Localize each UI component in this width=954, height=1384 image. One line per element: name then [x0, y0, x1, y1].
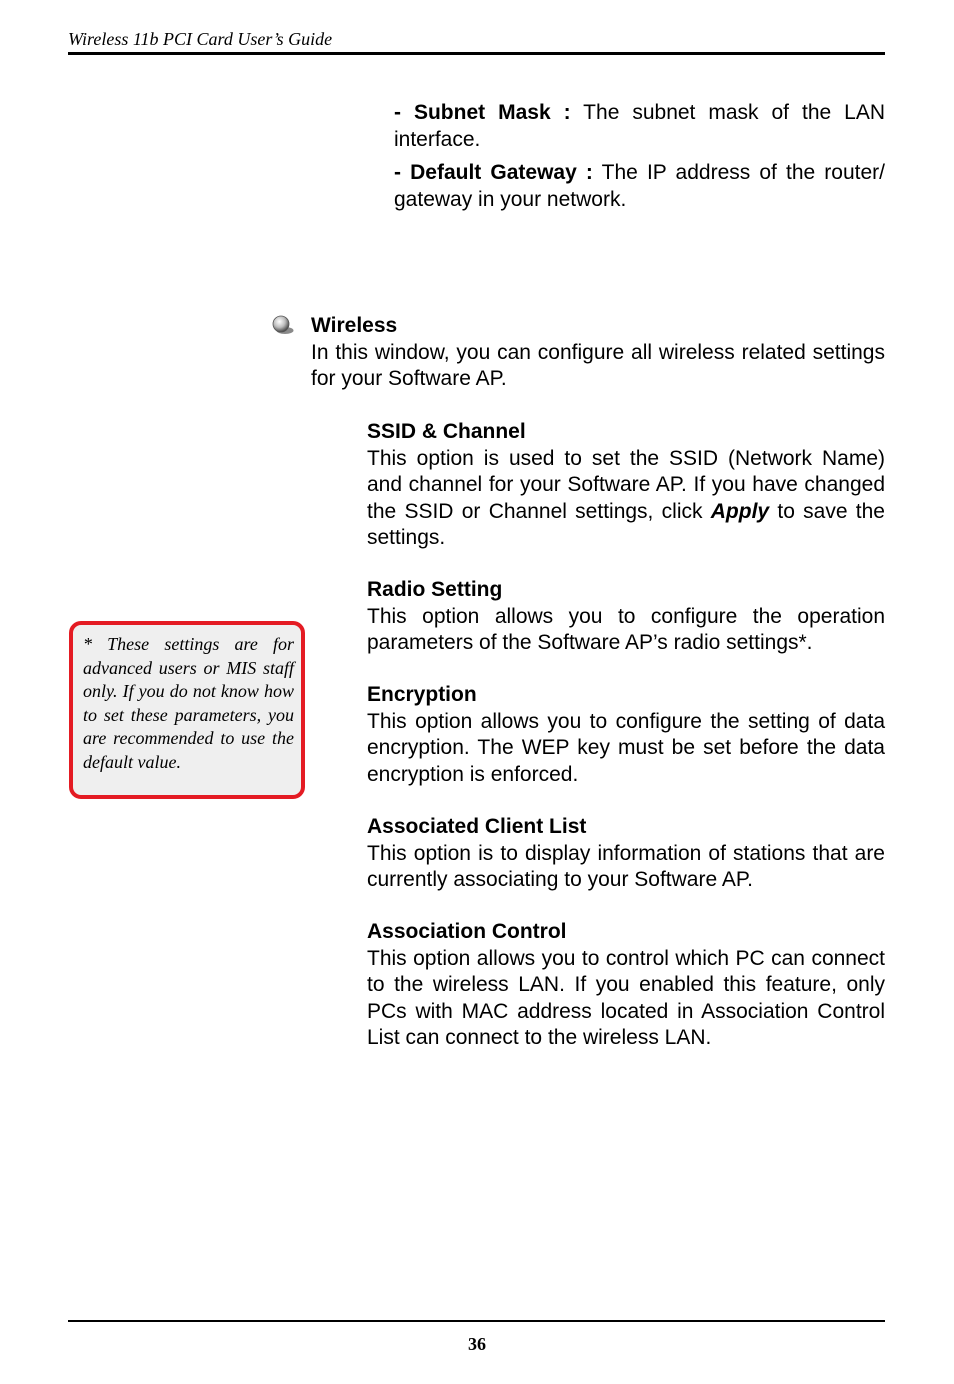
section-title: SSID & Channel — [367, 420, 526, 443]
wireless-intro: In this window, you can configure all wireless related settings for your Software AP. — [311, 340, 885, 390]
running-header: Wireless 11b PCI Card User’s Guide — [68, 29, 333, 49]
section-text: This option is to display information of stations that are currently associating to your Software AP. — [367, 841, 885, 891]
section-ssid-channel — [367, 419, 885, 552]
note-text: * These settings are for advanced users or MIS staff only. If you do not know how to set these parameters, you are recommended to use the default value. — [83, 634, 294, 772]
wireless-section — [311, 313, 885, 393]
section-text: This option is used to set the SSID (Network Name) and channel for your Software AP. If you have changed the SSID or Channel settings, click Apply to save the settings. — [367, 446, 885, 549]
footer-rule — [68, 1320, 885, 1322]
section-title: Radio Setting — [367, 578, 503, 601]
section-associated-client-list — [367, 814, 885, 894]
section-title: Associated Client List — [367, 815, 587, 838]
page-number: 36 — [468, 1334, 486, 1354]
section-text: This option allows you to configure the operation parameters of the Software AP’s radio settings*. — [367, 604, 885, 654]
subnet-mask-text: The subnet mask of the LAN interface. — [394, 101, 885, 151]
section-association-control — [367, 919, 885, 1052]
default-gateway-label: - Default Gateway : — [394, 161, 593, 184]
bullet-sphere-icon — [270, 315, 294, 335]
wireless-title: Wireless — [311, 314, 398, 337]
section-encryption — [367, 682, 885, 788]
section-text: This option allows you to control which PC can connect to the wireless LAN. If you enabled this feature, only PCs with MAC address located in Association Control List can connect to the wireless LAN. — [367, 946, 885, 1049]
header-rule — [68, 52, 885, 55]
section-text: This option allows you to configure the setting of data encryption. The WEP key must be set before the data encryption is enforced. — [367, 709, 885, 786]
default-gateway-paragraph — [394, 160, 885, 213]
subnet-mask-paragraph — [394, 100, 885, 153]
default-gateway-text: The IP address of the router/ gateway in your network. — [394, 161, 885, 211]
note-box — [69, 621, 305, 799]
network-settings-continued — [394, 100, 885, 220]
subnet-mask-label: - Subnet Mask : — [394, 101, 571, 124]
apply-emphasis: Apply — [710, 499, 770, 523]
section-radio-setting — [367, 577, 885, 657]
section-title: Association Control — [367, 920, 567, 943]
section-title: Encryption — [367, 683, 477, 706]
